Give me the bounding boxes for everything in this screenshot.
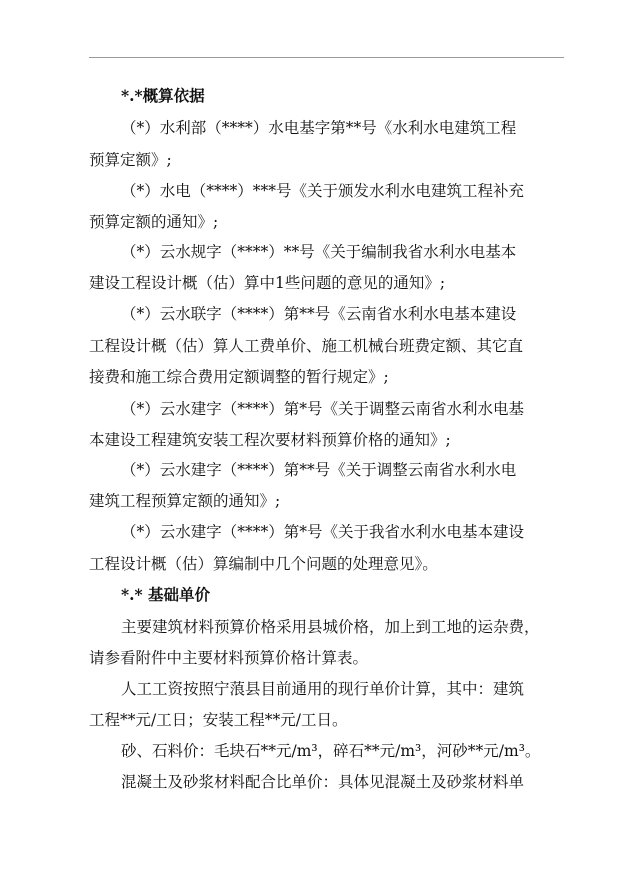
basis-item-6-line2: 建筑工程预算定额的通知》; xyxy=(89,492,281,510)
basis-item-2-line2: 预算定额的通知》; xyxy=(89,213,219,231)
section-heading-estimate-basis: *.*概算依据 xyxy=(121,86,205,105)
material-price-para-line1: 主要建筑材料预算价格采用县城价格，加上到工地的运杂费， xyxy=(121,618,540,636)
sand-stone-price-para: 砂、石料价：毛块石**元/m³，碎石**元/m³，河砂**元/m³。 xyxy=(121,742,541,760)
concrete-mortar-price-para: 混凝土及砂浆材料配合比单价：具体见混凝土及砂浆材料单 xyxy=(121,773,525,791)
basis-item-7-line1: （*）云水建字（****）第*号《关于我省水利水电基本建设 xyxy=(121,523,525,541)
basis-item-1-line1: （*）水利部（****）水电基字第**号《水利水电建筑工程 xyxy=(121,119,517,137)
basis-item-2-line1: （*）水电（****）***号《关于颁发水利水电建筑工程补充 xyxy=(121,182,525,200)
basis-item-7-line2: 工程设计概（估）算编制中几个问题的处理意见》。 xyxy=(89,555,438,573)
labor-wage-para-line1: 人工工资按照宁蒗县目前通用的现行单价计算，其中：建筑 xyxy=(121,680,525,698)
basis-item-3-line2: 建设工程设计概（估）算中1些问题的意见的通知》; xyxy=(89,274,446,292)
basis-item-3-line1: （*）云水规字（****）**号《关于编制我省水利水电基本 xyxy=(121,243,517,261)
labor-wage-para-line2: 工程**元/工日；安装工程**元/工日。 xyxy=(89,711,348,729)
basis-item-6-line1: （*）云水建字（****）第**号《关于调整云南省水利水电 xyxy=(121,461,517,479)
basis-item-1-line2: 预算定额》; xyxy=(89,151,172,169)
basis-item-4-line2: 工程设计概（估）算人工费单价、施工机械台班费定额、其它直 xyxy=(89,337,524,355)
material-price-para-line2: 请参看附件中主要材料预算价格计算表。 xyxy=(89,649,369,667)
basis-item-5-line2: 本建设工程建筑安装工程次要材料预算价格的通知》; xyxy=(89,431,451,449)
basis-item-4-line3: 接费和施工综合费用定额调整的暂行规定》; xyxy=(89,368,389,386)
section-heading-base-unit-price: *.* 基础单价 xyxy=(121,585,211,604)
basis-item-4-line1: （*）云水联字（****）第**号《云南省水利水电基本建设 xyxy=(121,305,517,323)
basis-item-5-line1: （*）云水建字（****）第*号《关于调整云南省水利水电基 xyxy=(121,400,525,418)
